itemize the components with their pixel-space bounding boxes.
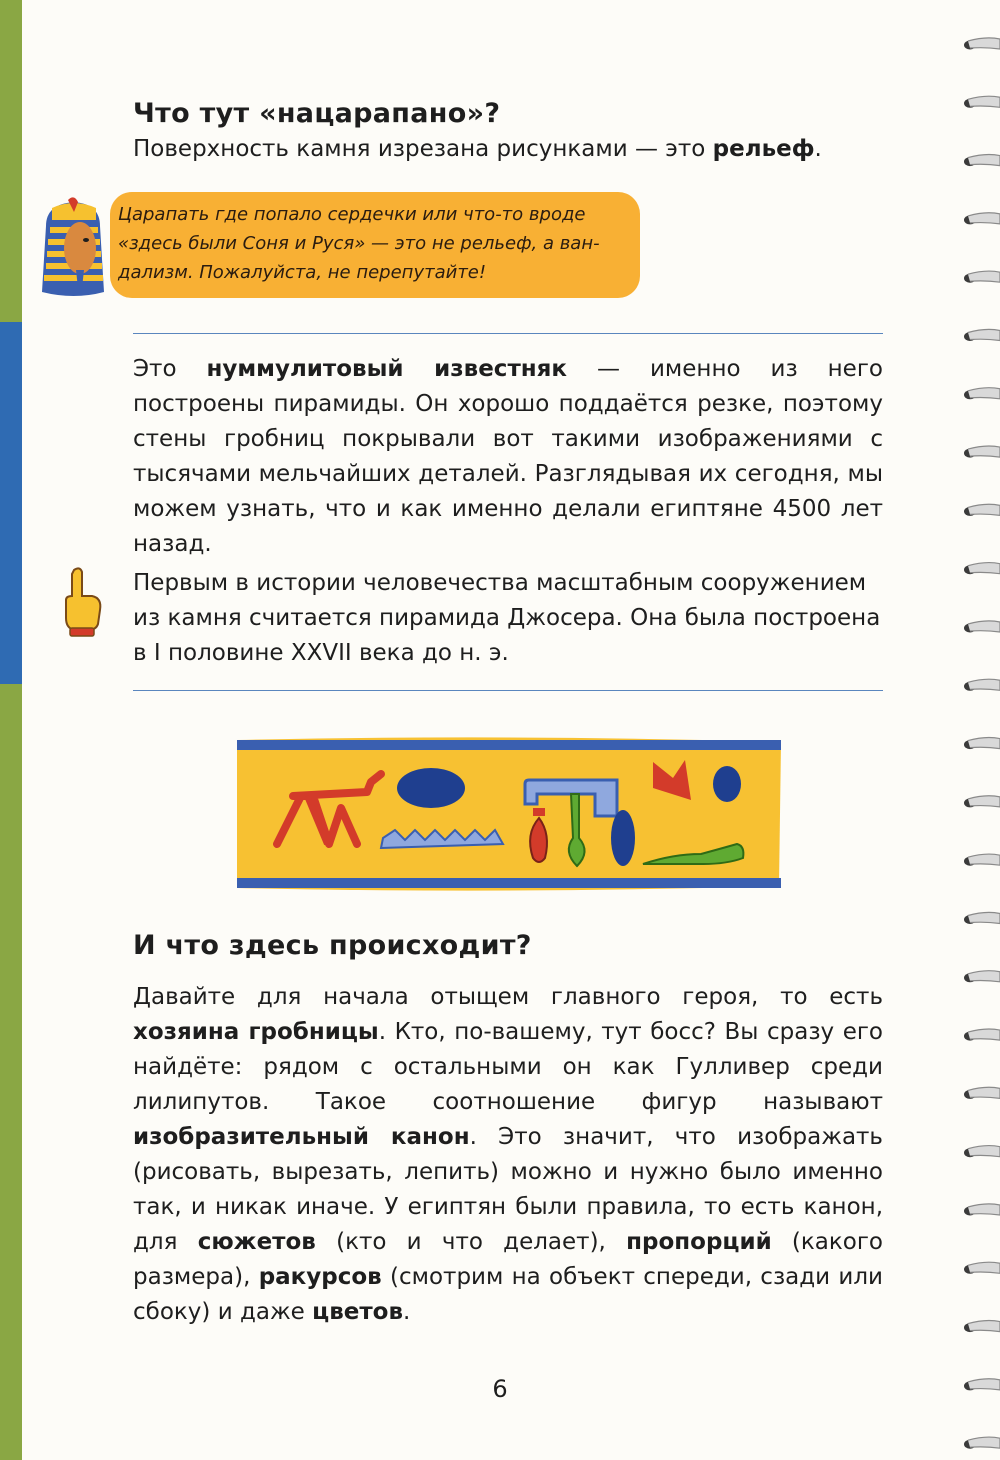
pharaoh-note-text (118, 200, 638, 287)
term-nummulite-limestone: нуммулитовый известняк (206, 356, 568, 382)
divider-rule (133, 333, 883, 334)
binding-ring (964, 271, 1000, 283)
term-colors: цветов (312, 1299, 404, 1325)
binding-ring (964, 971, 1000, 983)
section-title-whats-happening: И что здесь происходит? (133, 930, 532, 961)
binding-ring (964, 1204, 1000, 1216)
binding-ring (964, 96, 1000, 108)
left-edge-stripe-blue (0, 322, 22, 684)
binding-ring (964, 854, 1000, 866)
page-number: 6 (492, 1375, 508, 1403)
term-proportions: пропорций (626, 1229, 772, 1255)
binding-ring (964, 504, 1000, 516)
binding-ring (964, 563, 1000, 575)
section-title-scratched: Что тут «нацарапано»? (133, 98, 501, 129)
divider-rule (133, 690, 883, 691)
hieroglyphs-illustration (233, 734, 785, 894)
term-tomb-owner: хозяина гробницы (133, 1019, 379, 1045)
binding-ring (964, 329, 1000, 341)
pharaoh-note-line-2: «здесь были Соня и Руся» — это не рельеф, а ван- (118, 233, 600, 254)
binding-ring (964, 154, 1000, 166)
binding-ring (964, 446, 1000, 458)
binding-ring (964, 621, 1000, 633)
term-relief: рельеф (712, 136, 815, 162)
binding-ring (964, 1087, 1000, 1099)
pharaoh-note-line-3: дализм. Пожалуйста, не перепутайте! (118, 262, 487, 283)
pharaoh-head-icon (28, 196, 116, 300)
canon-paragraph: Давайте для начала отыщем главного героя, то есть хозяина гробницы. Кто, по-вашему, тут босс? Вы сразу его найдёте: рядом с остальными он как Гулливер среди лилипутов. Такое соотношение фигур называют изобразительный канон. Это значит, что изображать (рисовать, вырезать, лепить) можно и нужно было именно так, и никак иначе. У египтян были правила, то есть канон, для сюжетов (кто и что делает), пропорций (какого размера), ракурсов (смотрим на объект спереди, сзади или сбоку) и даже цветов. (133, 984, 884, 1325)
binding-ring (964, 1437, 1000, 1449)
djoser-fact-paragraph: Первым в истории человечества масштабным сооружением из камня считается пирамида Джосера. Она была построена в I половине XXVII века до н. э. (133, 570, 881, 666)
binding-ring (964, 1320, 1000, 1332)
limestone-paragraph: Это нуммулитовый известняк — именно из него построены пирамиды. Он хорошо поддаётся резке, поэтому стены гробниц покрывали вот такими изображениями с тысячами мельчайших деталей. Разглядывая их сегодня, мы можем узнать, что и как именно делали египтяне 4500 лет назад. (133, 356, 883, 557)
binding-ring (964, 912, 1000, 924)
binding-ring (964, 679, 1000, 691)
binding-ring (964, 796, 1000, 808)
relief-paragraph: Поверхность камня изрезана рисунками — это рельеф. (133, 136, 822, 162)
binding-ring (964, 213, 1000, 225)
term-canon: изобразительный канон (133, 1124, 470, 1150)
term-subjects: сюжетов (197, 1229, 316, 1255)
left-edge-stripe-green-lower (0, 684, 22, 1460)
binding-ring (964, 1262, 1000, 1274)
binding-ring (964, 388, 1000, 400)
left-edge-stripe-green (0, 0, 22, 322)
pharaoh-note-line-1: Царапать где попало сердечки или что-то вроде (118, 204, 586, 225)
binding-ring (964, 737, 1000, 749)
spiral-binding (960, 0, 1000, 1460)
binding-ring (964, 1029, 1000, 1041)
pointing-finger-icon (60, 566, 104, 638)
binding-ring (964, 38, 1000, 50)
binding-ring (964, 1146, 1000, 1158)
term-angles: ракурсов (258, 1264, 382, 1290)
